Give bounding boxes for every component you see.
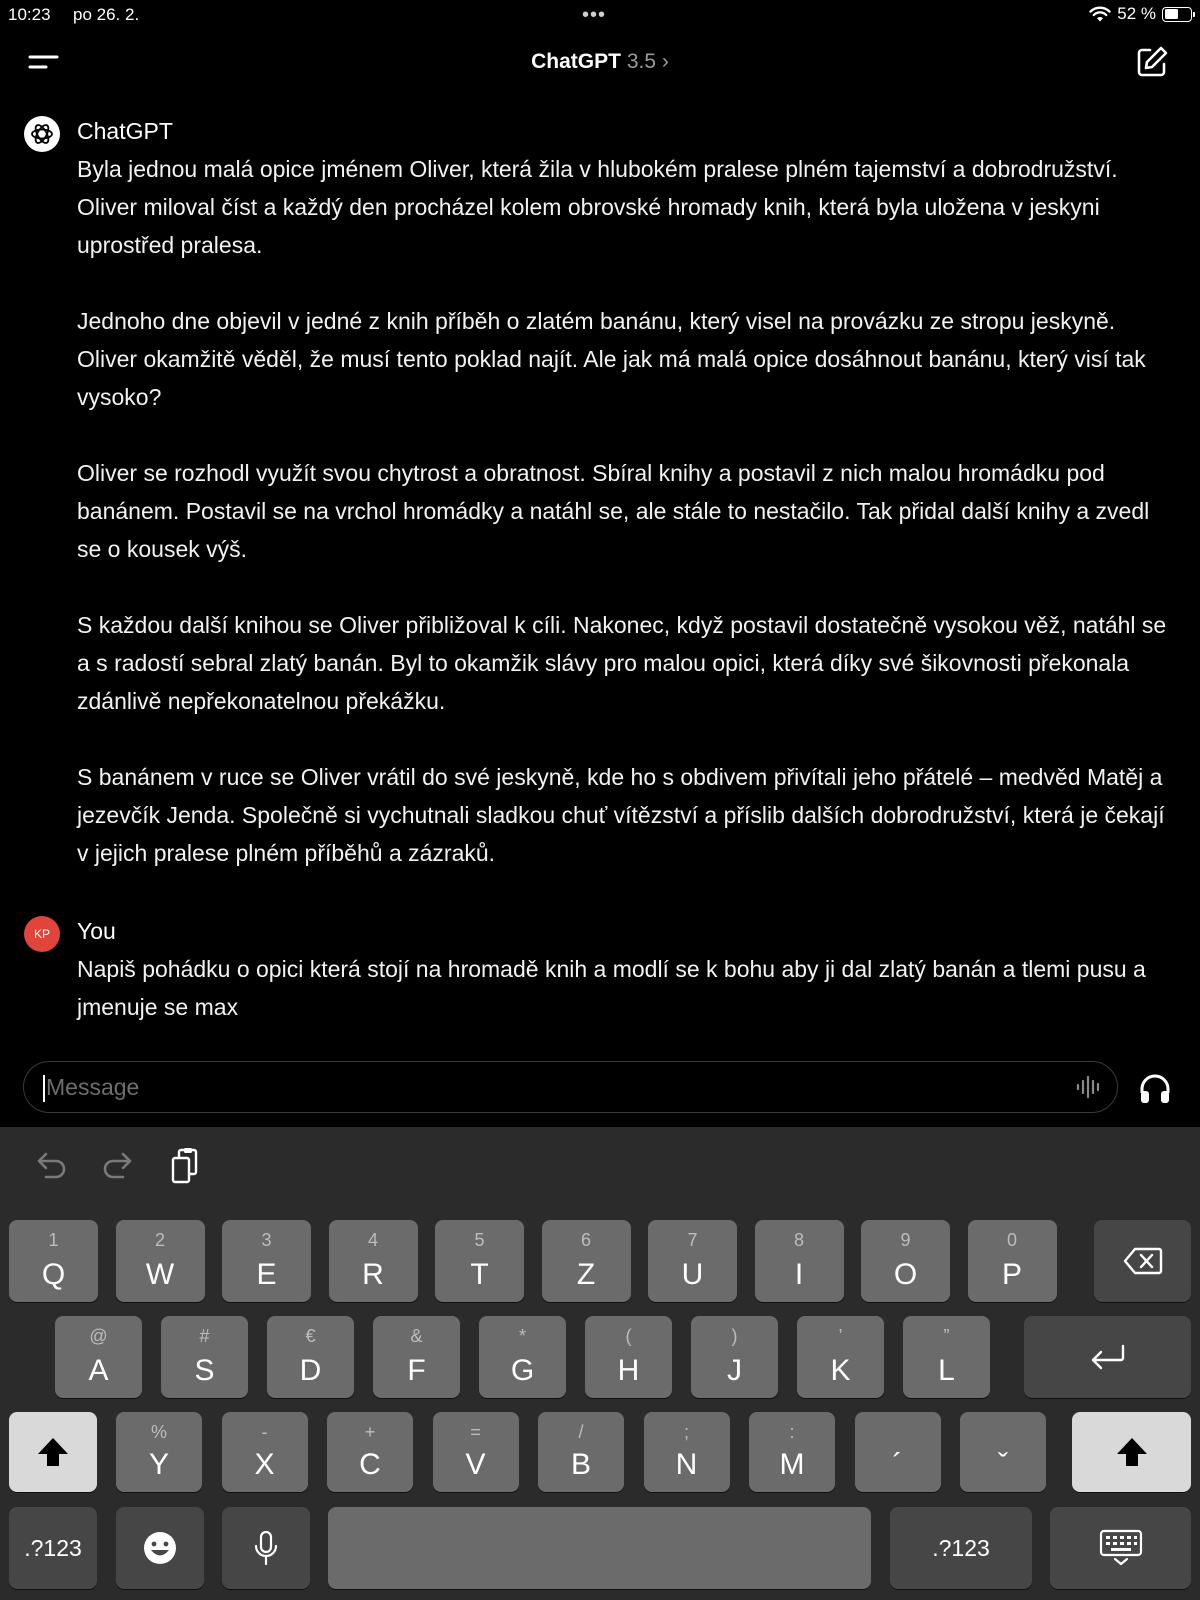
shift-icon: [35, 1435, 71, 1469]
key-alt-label: ;: [683, 1422, 689, 1442]
key-alt-label: 1: [48, 1230, 59, 1250]
paste-button[interactable]: [166, 1147, 204, 1185]
key-label: V: [465, 1448, 486, 1481]
battery-level: [1165, 9, 1178, 19]
return-icon: [1088, 1342, 1128, 1372]
key-alt-label: (: [625, 1326, 632, 1346]
key-alt-label: 3: [261, 1230, 272, 1250]
shift-key-left[interactable]: [9, 1412, 97, 1492]
key-alt-label: +: [364, 1422, 376, 1442]
key-alt-label: ’: [838, 1326, 843, 1346]
paragraph: S banánem v ruce se Oliver vrátil do své jeskyně, kde ho s obdivem přivítali jeho přátelé – medvěd Matěj a jezevčík Jenda. Společně si vychutnali sladkou chuť vítězství a příslib dalších dobrodružství, která je čekají v jejich pralese plném příběhů a zázraků.: [77, 764, 1165, 866]
key-q[interactable]: [9, 1220, 98, 1302]
key-l[interactable]: [903, 1316, 990, 1398]
key-w[interactable]: [116, 1220, 205, 1302]
key-label: T: [470, 1258, 489, 1291]
numbers-key-right[interactable]: [890, 1507, 1032, 1589]
key-alt-label: 9: [900, 1230, 911, 1250]
key-alt-label: 0: [1006, 1230, 1017, 1250]
multitasking-dots[interactable]: •••: [582, 4, 607, 26]
message-text: [77, 950, 1177, 1026]
key-label: C: [359, 1448, 381, 1481]
key-alt-label: *: [518, 1326, 526, 1346]
battery-percent: 52 %: [1117, 4, 1156, 23]
message-field[interactable]: [23, 1061, 1118, 1113]
key-alt-label: :: [789, 1422, 795, 1442]
undo-button[interactable]: [32, 1147, 70, 1185]
numbers-key-label: .?123: [932, 1534, 990, 1561]
key-label: ˇ: [998, 1448, 1008, 1481]
paragraph: Napiš pohádku o opici která stojí na hromadě knih a modlí se k bohu aby ji dal zlatý banán a tlemi pusu a jmenuje se max: [77, 956, 1146, 1020]
text-caret: [43, 1075, 45, 1102]
clipboard-icon: [166, 1147, 204, 1185]
key-label: F: [407, 1354, 426, 1387]
key-h[interactable]: [585, 1316, 672, 1398]
status-date: po 26. 2.: [73, 5, 140, 24]
key-label: B: [570, 1448, 591, 1481]
key-alt-label: 8: [793, 1230, 804, 1250]
paragraph: Jednoho dne objevil v jedné z knih příběh o zlatém banánu, který visel na provázku ze stropu jeskyně. Oliver okamžitě věděl, že musí tento poklad najít. Ale jak má malá opice dosáhnout banánu, který visí tak vysoko?: [77, 308, 1146, 410]
key-label: E: [256, 1258, 277, 1291]
key-alt-label: /: [578, 1422, 584, 1442]
key-p[interactable]: [968, 1220, 1057, 1302]
key-m[interactable]: [749, 1412, 835, 1492]
key-o[interactable]: [861, 1220, 950, 1302]
backspace-key[interactable]: [1094, 1220, 1191, 1302]
waveform-icon: [1075, 1075, 1103, 1099]
key-alt-label: @: [89, 1326, 108, 1346]
key-i[interactable]: [755, 1220, 844, 1302]
compose-icon: [1134, 44, 1170, 80]
key-f[interactable]: [373, 1316, 460, 1398]
key-accent-8[interactable]: [960, 1412, 1046, 1492]
app-header: [0, 30, 1200, 94]
numbers-key-left[interactable]: [9, 1507, 97, 1589]
paragraph: S každou další knihou se Oliver přibližoval k cíli. Nakonec, když postavil dostatečně vysokou věž, natáhl se a s radostí sebral zlatý banán. Byl to okamžik slávy pro malou opici, která díky své šikovnosti překonala zdánlivě nepřekonatelnou překážku.: [77, 612, 1167, 714]
key-label: G: [510, 1354, 535, 1387]
paragraph: Byla jednou malá opice jménem Oliver, která žila v hlubokém pralese plném tajemství a dobrodružství. Oliver miloval číst a každý den procházel kolem obrovské hromady knih, která byla uložena v jeskyni uprostřed pralesa.: [77, 156, 1118, 258]
key-j[interactable]: [691, 1316, 778, 1398]
key-z[interactable]: [542, 1220, 631, 1302]
dictation-key[interactable]: [222, 1507, 310, 1589]
key-b[interactable]: [538, 1412, 624, 1492]
on-screen-keyboard: [0, 1127, 1200, 1600]
composer: [0, 1049, 1200, 1127]
message-input[interactable]: [46, 1062, 1006, 1112]
key-s[interactable]: [161, 1316, 248, 1398]
redo-button[interactable]: [99, 1147, 137, 1185]
key-label: Y: [148, 1448, 169, 1481]
shift-icon: [1114, 1435, 1150, 1469]
app-title: ChatGPT: [531, 50, 621, 73]
shift-key-right[interactable]: [1072, 1412, 1191, 1492]
key-label: ´: [892, 1448, 903, 1481]
keyboard-dismiss-icon: [1099, 1529, 1143, 1567]
emoji-key[interactable]: [116, 1507, 204, 1589]
key-label: U: [681, 1258, 704, 1291]
openai-logo-icon: [29, 121, 55, 147]
key-alt-label: 5: [474, 1230, 485, 1250]
key-x[interactable]: [222, 1412, 308, 1492]
chatgpt-avatar: [24, 116, 60, 152]
key-label: D: [299, 1354, 322, 1387]
message-author: ChatGPT: [77, 118, 173, 144]
emoji-icon: [142, 1530, 178, 1566]
key-c[interactable]: [327, 1412, 413, 1492]
headphones-icon: [1137, 1071, 1173, 1107]
key-alt-label: 2: [154, 1230, 165, 1250]
key-accent-7[interactable]: [855, 1412, 941, 1492]
key-label: Z: [576, 1258, 596, 1291]
new-chat-button[interactable]: [1134, 44, 1170, 80]
key-t[interactable]: [435, 1220, 524, 1302]
key-label: W: [145, 1258, 175, 1291]
key-alt-label: %: [150, 1422, 167, 1442]
key-label: J: [727, 1354, 742, 1387]
key-label: O: [893, 1258, 918, 1291]
redo-icon: [99, 1147, 137, 1185]
key-label: K: [830, 1354, 851, 1387]
model-version: 3.5: [626, 50, 657, 73]
paragraph: Oliver se rozhodl využít svou chytrost a obratnost. Sbíral knihy a postavil z nich malou hromádku pod banánem. Postavil se na vrchol hromádky a natáhl se, ale stále to nestačilo. Tak přidal další knihy a zvedl se o kousek výš.: [77, 460, 1150, 562]
key-alt-label: &: [410, 1326, 423, 1346]
voice-input-button[interactable]: [1075, 1075, 1103, 1099]
key-u[interactable]: [648, 1220, 737, 1302]
message-author: You: [77, 918, 116, 944]
key-label: N: [675, 1448, 698, 1481]
model-selector[interactable]: [0, 50, 1200, 74]
undo-icon: [32, 1147, 70, 1185]
dismiss-keyboard-key[interactable]: [1050, 1507, 1191, 1589]
key-label: I: [794, 1258, 804, 1291]
key-e[interactable]: [222, 1220, 311, 1302]
chevron-right-icon: ›: [661, 50, 669, 73]
key-alt-label: 4: [367, 1230, 378, 1250]
key-label: A: [88, 1354, 109, 1387]
key-alt-label: ”: [943, 1326, 950, 1346]
key-g[interactable]: [479, 1316, 566, 1398]
status-time: 10:23: [8, 5, 51, 24]
key-alt-label: €: [305, 1326, 316, 1346]
key-n[interactable]: [644, 1412, 730, 1492]
battery-icon: [1162, 7, 1192, 22]
key-alt-label: ): [731, 1326, 738, 1346]
key-label: S: [194, 1354, 215, 1387]
key-d[interactable]: [267, 1316, 354, 1398]
key-label: M: [779, 1448, 805, 1481]
status-indicators: [1089, 4, 1192, 24]
key-alt-label: -: [261, 1422, 268, 1442]
key-alt-label: 6: [580, 1230, 591, 1250]
key-y[interactable]: [116, 1412, 202, 1492]
message-text: [77, 150, 1177, 872]
key-alt-label: 7: [687, 1230, 698, 1250]
backspace-icon: [1123, 1246, 1163, 1276]
key-label: P: [1001, 1258, 1022, 1291]
voice-mode-button[interactable]: [1137, 1071, 1173, 1107]
user-avatar: KP: [24, 916, 60, 952]
status-bar: [0, 0, 1200, 30]
key-label: Q: [41, 1258, 66, 1291]
key-label: R: [362, 1258, 384, 1291]
chat-thread[interactable]: [0, 94, 1200, 1049]
key-alt-label: =: [470, 1422, 481, 1442]
space-key[interactable]: [328, 1507, 871, 1589]
key-r[interactable]: [329, 1220, 418, 1302]
return-key[interactable]: [1024, 1316, 1191, 1398]
microphone-icon: [251, 1529, 281, 1567]
wifi-icon: [1089, 6, 1111, 23]
key-alt-label: #: [199, 1326, 210, 1346]
key-v[interactable]: [433, 1412, 519, 1492]
key-label: H: [617, 1354, 640, 1387]
key-k[interactable]: [797, 1316, 884, 1398]
key-label: L: [938, 1354, 955, 1387]
key-a[interactable]: [55, 1316, 142, 1398]
numbers-key-label: .?123: [24, 1534, 82, 1561]
key-label: X: [254, 1448, 275, 1481]
